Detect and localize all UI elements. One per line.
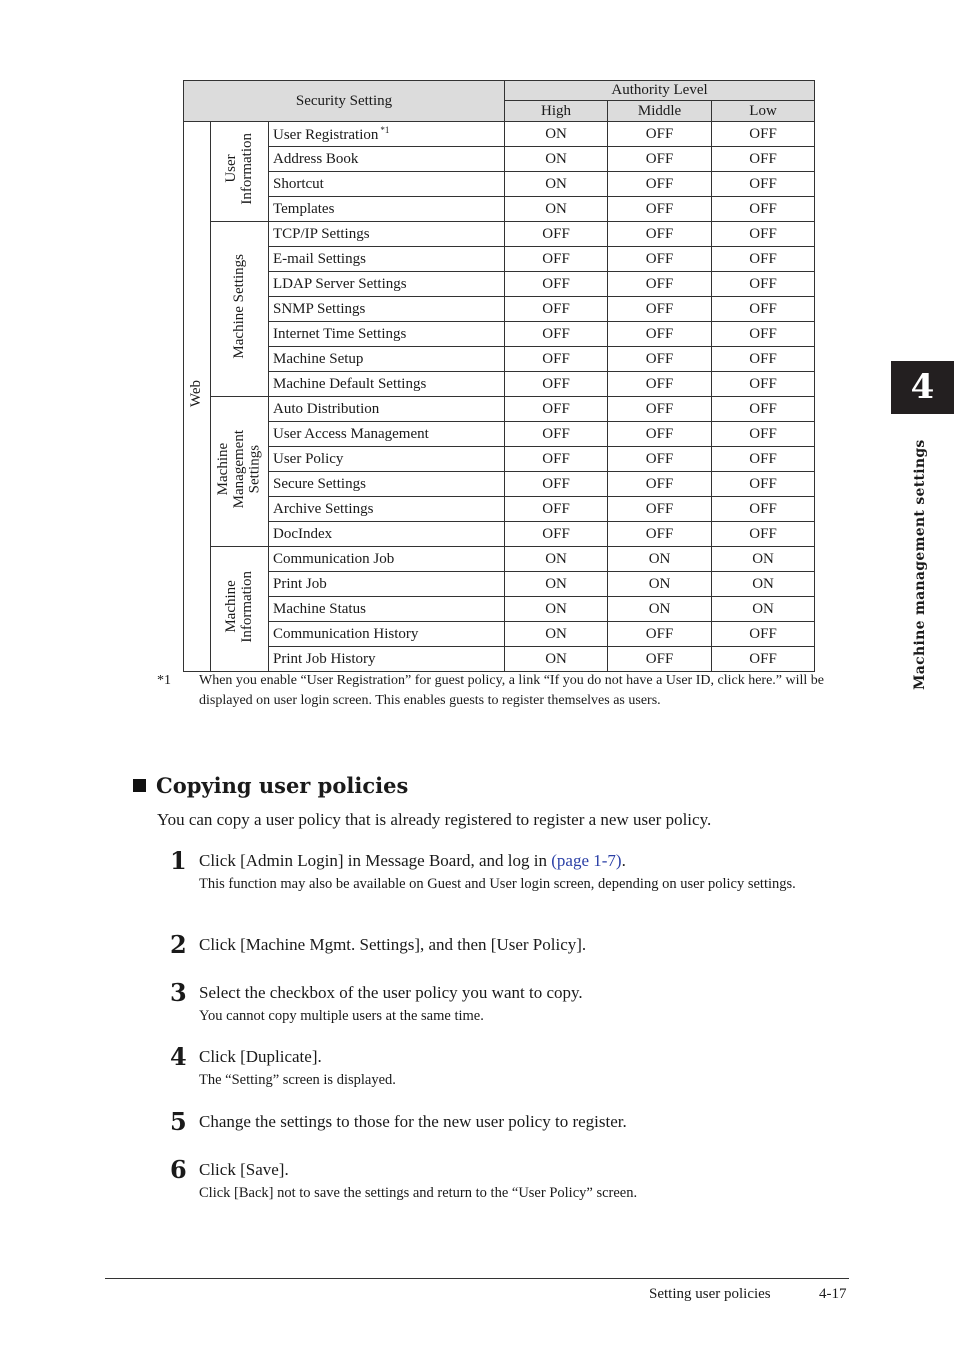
level-high-value: ON (505, 197, 608, 222)
square-bullet-icon (133, 779, 146, 792)
group-label: User Information (222, 133, 255, 205)
table-row (184, 297, 815, 322)
web-category-cell (184, 122, 211, 672)
setting-name: Archive Settings (273, 500, 374, 517)
group-label: Machine Settings (230, 254, 247, 359)
table-row (184, 147, 815, 172)
level-high-value: ON (505, 172, 608, 197)
level-low-value: OFF (712, 272, 815, 297)
setting-name-cell (269, 222, 505, 247)
level-low-value: OFF (712, 472, 815, 497)
step-text-end: . (621, 851, 626, 870)
level-low-value: ON (712, 572, 815, 597)
step-note: The “Setting” screen is displayed. (199, 1072, 396, 1088)
level-middle-value: OFF (608, 322, 712, 347)
step-instruction (199, 850, 850, 872)
setting-name-cell (269, 597, 505, 622)
setting-name: Machine Setup (273, 350, 364, 367)
level-low-value: OFF (712, 372, 815, 397)
group-label-cell (211, 222, 269, 397)
level-high-value: OFF (505, 347, 608, 372)
level-low-value: OFF (712, 197, 815, 222)
level-high-value: OFF (505, 372, 608, 397)
step-instruction: Click [Machine Mgmt. Settings], and then [User Policy]. (199, 935, 587, 954)
level-middle-value: OFF (608, 272, 712, 297)
level-middle-value: OFF (608, 197, 712, 222)
level-middle-value: OFF (608, 647, 712, 672)
level-high-value: ON (505, 597, 608, 622)
level-middle-value: OFF (608, 522, 712, 547)
step-note: Click [Back] not to save the settings and return to the “User Policy” screen. (199, 1185, 638, 1201)
setting-name: Secure Settings (273, 475, 366, 492)
level-middle-value: OFF (608, 472, 712, 497)
table-row (184, 572, 815, 597)
setting-name: Machine Default Settings (273, 375, 427, 392)
table-row (184, 347, 815, 372)
level-low-value: OFF (712, 322, 815, 347)
step-2 (170, 930, 850, 959)
step-number: 1 (170, 846, 187, 875)
setting-name-cell (269, 322, 505, 347)
level-low-value: OFF (712, 222, 815, 247)
step-note: This function may also be available on Guest and User login screen, depending on user policy settings. (199, 876, 796, 892)
step-instruction: Click [Save]. (199, 1160, 289, 1179)
authority-level-header: Authority Level (505, 81, 815, 101)
step-1 (170, 846, 850, 894)
setting-name-cell (269, 472, 505, 497)
security-setting-header: Security Setting (184, 81, 505, 122)
setting-name-cell (269, 172, 505, 197)
footnote-mark: *1 (157, 673, 171, 688)
setting-name-cell (269, 247, 505, 272)
step-3 (170, 978, 850, 1026)
table-row (184, 247, 815, 272)
setting-name-cell (269, 197, 505, 222)
table-row (184, 397, 815, 422)
level-high-value: OFF (505, 522, 608, 547)
level-low-value: ON (712, 547, 815, 572)
step-number: 2 (170, 930, 187, 959)
group-label-cell (211, 122, 269, 222)
setting-name-cell (269, 297, 505, 322)
setting-name: Address Book (273, 150, 359, 167)
table-row (184, 622, 815, 647)
level-high-value: ON (505, 147, 608, 172)
level-high-value: OFF (505, 497, 608, 522)
level-low-value: OFF (712, 497, 815, 522)
setting-name: Templates (273, 200, 335, 217)
chapter-side-label: Machine management settings (912, 439, 928, 690)
level-high-value: OFF (505, 272, 608, 297)
page-link[interactable]: (page 1-7) (551, 851, 622, 870)
setting-name-cell (269, 647, 505, 672)
step-number: 5 (170, 1107, 187, 1136)
level-high-value: OFF (505, 472, 608, 497)
level-middle-value: ON (608, 572, 712, 597)
table-row (184, 272, 815, 297)
level-middle-value: OFF (608, 422, 712, 447)
level-low-value: OFF (712, 247, 815, 272)
level-middle-value: OFF (608, 122, 712, 147)
table-row (184, 322, 815, 347)
table-row (184, 497, 815, 522)
level-high-value: OFF (505, 297, 608, 322)
page-number: 4-17 (819, 1286, 847, 1302)
step-instruction: Change the settings to those for the new user policy to register. (199, 1112, 627, 1131)
level-high-value: OFF (505, 422, 608, 447)
level-low-value: OFF (712, 397, 815, 422)
level-middle-value: OFF (608, 147, 712, 172)
level-high-value: ON (505, 122, 608, 147)
setting-name-cell (269, 372, 505, 397)
group-label-cell (211, 397, 269, 547)
setting-name: TCP/IP Settings (273, 225, 370, 242)
level-high-value: OFF (505, 247, 608, 272)
setting-name: Communication History (273, 625, 419, 642)
level-high-value: OFF (505, 447, 608, 472)
level-low-value: OFF (712, 522, 815, 547)
level-low-value: OFF (712, 122, 815, 147)
section-title: Copying user policies (156, 773, 409, 798)
web-label: Web (188, 380, 205, 408)
level-middle-value: OFF (608, 622, 712, 647)
level-low-value: OFF (712, 422, 815, 447)
setting-name-cell (269, 622, 505, 647)
level-high-value: OFF (505, 222, 608, 247)
group-label-cell (211, 547, 269, 672)
footnote (157, 671, 847, 711)
step-text: Click [Admin Login] in Message Board, and log in (199, 851, 552, 870)
level-middle-value: OFF (608, 497, 712, 522)
setting-name: Auto Distribution (273, 400, 380, 417)
level-middle-header: Middle (608, 101, 712, 122)
setting-name: Shortcut (273, 175, 324, 192)
setting-name-cell (269, 572, 505, 597)
step-instruction: Click [Duplicate]. (199, 1047, 322, 1066)
table-row (184, 547, 815, 572)
setting-name: LDAP Server Settings (273, 275, 407, 292)
setting-name: User Registration (273, 126, 379, 143)
level-low-value: OFF (712, 297, 815, 322)
security-setting-table (183, 80, 815, 672)
level-low-value: OFF (712, 347, 815, 372)
table-row (184, 447, 815, 472)
step-4 (170, 1042, 850, 1090)
setting-name: E-mail Settings (273, 250, 366, 267)
setting-name-cell (269, 122, 505, 147)
footer-divider (105, 1278, 849, 1279)
level-low-value: OFF (712, 147, 815, 172)
group-label: Machine Information (222, 570, 255, 643)
level-middle-value: OFF (608, 347, 712, 372)
level-high-header: High (505, 101, 608, 122)
setting-name: User Access Management (273, 425, 429, 442)
setting-name: DocIndex (273, 525, 333, 542)
level-middle-value: OFF (608, 372, 712, 397)
step-5 (170, 1107, 850, 1136)
level-low-value: OFF (712, 647, 815, 672)
level-low-value: OFF (712, 622, 815, 647)
step-number: 6 (170, 1155, 187, 1184)
table-row (184, 172, 815, 197)
section-heading (133, 773, 408, 798)
level-high-value: ON (505, 572, 608, 597)
level-middle-value: OFF (608, 247, 712, 272)
level-middle-value: OFF (608, 297, 712, 322)
table-row (184, 222, 815, 247)
setting-name: Print Job (273, 575, 327, 592)
table-row (184, 522, 815, 547)
section-intro: You can copy a user policy that is already registered to register a new user policy. (157, 810, 712, 829)
footnote-reference: *1 (380, 124, 390, 135)
level-middle-value: ON (608, 547, 712, 572)
level-middle-value: OFF (608, 172, 712, 197)
level-high-value: ON (505, 647, 608, 672)
group-label: Machine Management Settings (214, 429, 263, 509)
level-high-value: OFF (505, 322, 608, 347)
level-middle-value: ON (608, 597, 712, 622)
setting-name-cell (269, 147, 505, 172)
table-row (184, 647, 815, 672)
level-high-value: ON (505, 622, 608, 647)
setting-name-cell (269, 397, 505, 422)
security-table-body (184, 122, 815, 672)
setting-name: User Policy (273, 450, 344, 467)
setting-name-cell (269, 447, 505, 472)
step-instruction: Select the checkbox of the user policy you want to copy. (199, 983, 583, 1002)
level-low-value: ON (712, 597, 815, 622)
level-low-header: Low (712, 101, 815, 122)
setting-name-cell (269, 497, 505, 522)
level-middle-value: OFF (608, 447, 712, 472)
level-middle-value: OFF (608, 397, 712, 422)
level-high-value: OFF (505, 397, 608, 422)
setting-name: Print Job History (273, 650, 376, 667)
step-number: 4 (170, 1042, 187, 1071)
setting-name-cell (269, 347, 505, 372)
table-row (184, 597, 815, 622)
setting-name-cell (269, 547, 505, 572)
setting-name: SNMP Settings (273, 300, 366, 317)
table-row (184, 197, 815, 222)
setting-name-cell (269, 422, 505, 447)
table-row (184, 422, 815, 447)
setting-name-cell (269, 522, 505, 547)
table-row (184, 122, 815, 147)
chapter-tab: 4 (891, 361, 954, 414)
level-low-value: OFF (712, 172, 815, 197)
setting-name: Communication Job (273, 550, 395, 567)
setting-name: Machine Status (273, 600, 366, 617)
footer-title: Setting user policies (649, 1286, 771, 1302)
level-middle-value: OFF (608, 222, 712, 247)
table-row (184, 472, 815, 497)
setting-name: Internet Time Settings (273, 325, 407, 342)
level-low-value: OFF (712, 447, 815, 472)
step-note: You cannot copy multiple users at the same time. (199, 1008, 484, 1024)
setting-name-cell (269, 272, 505, 297)
level-high-value: ON (505, 547, 608, 572)
step-6 (170, 1155, 850, 1203)
table-row (184, 372, 815, 397)
footnote-text: When you enable “User Registration” for guest policy, a link “If you do not have a User ID, click here.” will be displayed on user login screen. This enables guests to register themselves as users. (199, 673, 824, 708)
step-number: 3 (170, 978, 187, 1007)
